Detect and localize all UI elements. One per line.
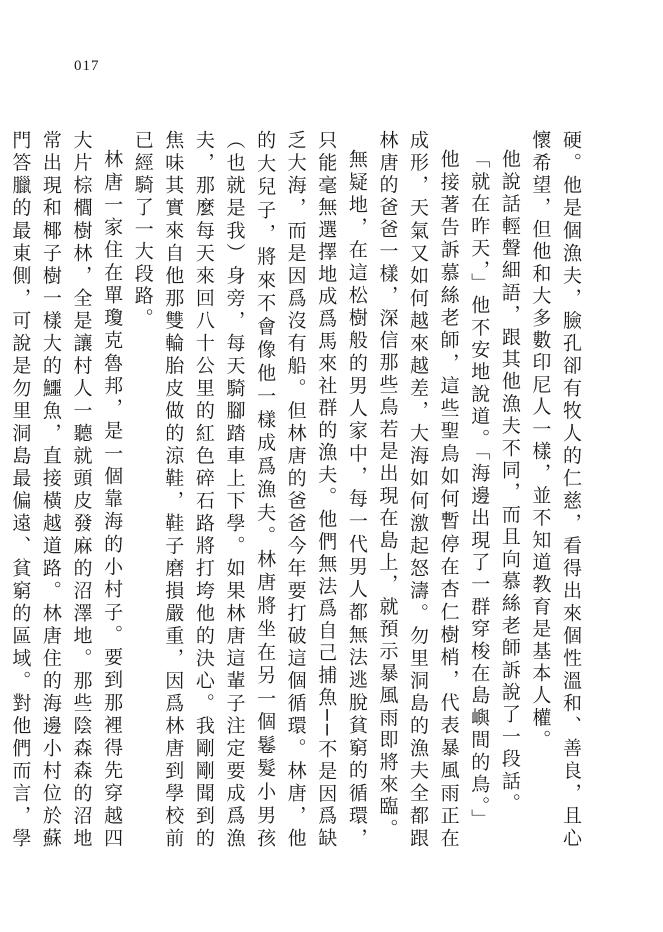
page-number: 017 <box>74 58 100 74</box>
paragraph: 「就在昨天，」他不安地說道。「海邊出現了一群穿梭在島嶼間的鳥。」 <box>468 149 491 831</box>
paragraph: 硬。他是個漁夫，臉孔卻有牧人的仁慈，看得出來個性溫和、善良，且心懷希望，但他和大多數印尼人一樣，並不知道教育是基本人權。 <box>529 130 582 850</box>
paragraph: 他說話輕聲細語，跟其他漁夫不同，而且向慕絲老師訴說了一段話。 <box>498 149 521 815</box>
body-text <box>9 130 586 850</box>
paragraph-with-footnote: 林唐一家住在單瓊克魯邦，是一個靠海的小村子。要到那裡得先穿越四大片棕櫚樹林，全是讓村人一聽就頭皮發麻的沼澤地。那些陰森森的沼地常出現和椰子樹一樣大的鱷魚，直接橫越道路。林唐住的海邊小村位於蘇門答臘的最東側，可說是勿里洞島最偏遠、貧窮的區域。對他們而言，學 <box>9 130 124 850</box>
paragraph: 他接著告訴慕絲老師，這些聖鳥如何暫停在杏仁樹梢，代表暴風雨正在成形，天氣又如何越來越差，大海如何激起怒濤。勿里洞島的漁夫全都跟林唐的爸爸一樣，深信那些鳥若是出現在島上，就預示暴風雨即將來臨。 <box>376 130 460 850</box>
paragraph: 無疑地，在這松樹般的男人家中，每一代男人都無法逃脫貧窮的循環，只能毫無選擇地成爲馬來社群的漁夫。他們無法爲自己捕魚──不是因爲缺乏大海，而是因爲沒有船。但林唐的爸爸今年要打破這個循環。林唐，他的大兒子，將來不會像他一樣成爲漁夫。林唐將坐在另一個鬈髮小男孩（也就是我）身旁，每天騎腳踏車上下學。如果林唐這輩子注定要成爲漁夫，那麼每天來回八十公里的紅色碎石路將打垮他的決心。我剛剛聞到的焦味其實來自他那雙輪胎皮做的涼鞋，鞋子磨損嚴重，因爲林唐到學校前已經騎了一大段路。 <box>131 130 368 850</box>
